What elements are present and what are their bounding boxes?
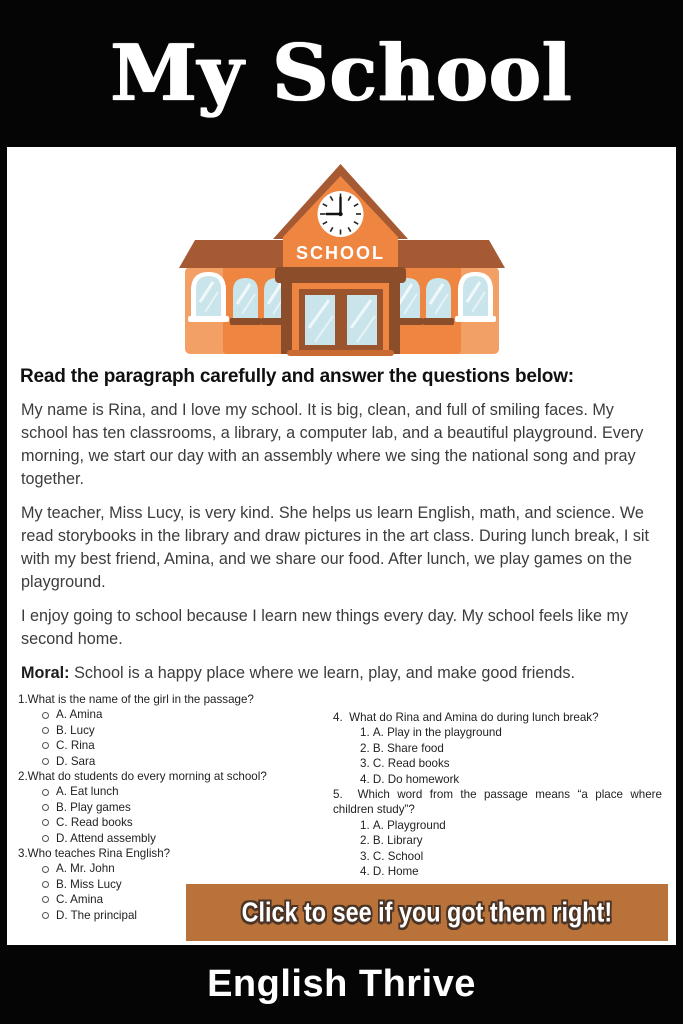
option-bullet-icon	[42, 789, 49, 796]
footer-brand: English Thrive	[207, 963, 476, 1005]
moral-text: School is a happy place where we learn, play, and make good friends.	[74, 664, 575, 682]
school-building-image	[177, 160, 507, 360]
option-bullet-icon	[42, 712, 49, 719]
left-outer-window	[196, 276, 221, 318]
answer-option	[18, 754, 330, 769]
answer-option	[333, 818, 662, 833]
right-outer-window	[463, 276, 488, 318]
option-text: B. Miss Lucy	[56, 877, 122, 891]
option-text: B. Play games	[56, 800, 131, 814]
option-text: C. Amina	[56, 893, 104, 907]
question	[18, 769, 330, 846]
answer-option	[333, 864, 662, 879]
left-outer-window-sill	[188, 316, 229, 322]
answer-option	[333, 772, 662, 787]
double-doors	[299, 289, 383, 352]
question	[333, 710, 662, 787]
answer-option	[333, 725, 662, 740]
right-wing-roof	[385, 240, 505, 268]
moral-line	[21, 664, 662, 683]
answer-option	[18, 738, 330, 753]
option-text: D. Sara	[56, 754, 96, 768]
option-text: B. Share food	[372, 741, 444, 755]
paragraph-3: I enjoy going to school because I learn new things every day. My school feels like my second home.	[21, 607, 629, 648]
option-text: B. Library	[372, 834, 423, 848]
right-inner-window-1	[426, 278, 451, 320]
answer-option	[18, 815, 330, 830]
option-number: 1.	[360, 818, 373, 832]
option-number: 3.	[360, 849, 373, 863]
option-bullet-icon	[42, 819, 49, 826]
option-text: D. Attend assembly	[56, 831, 156, 845]
paper	[7, 147, 676, 945]
option-text: A. Amina	[56, 708, 103, 722]
right-outer-window-sill	[455, 316, 496, 322]
question-text: What do students do every morning at school?	[27, 770, 267, 784]
option-text: C. School	[372, 849, 424, 863]
question-text: Who teaches Rina English?	[27, 847, 171, 861]
option-number: 4.	[360, 772, 373, 786]
left-inner-window-1	[233, 278, 258, 320]
question-text: What do Rina and Amina do during lunch break?	[349, 711, 599, 724]
footer	[0, 945, 683, 1024]
option-text: C. Read books	[56, 816, 133, 830]
option-text: A. Play in the playground	[372, 726, 502, 740]
question-number: 5.	[333, 788, 358, 802]
question-number: 3.	[18, 847, 28, 861]
option-text: C. Rina	[56, 739, 95, 753]
answer-option	[18, 800, 330, 815]
option-number: 2.	[360, 741, 373, 755]
option-text: D. The principal	[56, 908, 137, 922]
school-illustration	[7, 147, 676, 360]
answer-option	[18, 861, 330, 876]
answer-option	[18, 723, 330, 738]
entrance-left-post	[281, 281, 292, 354]
question-text: Which word from the passage means “a place where children study”?	[333, 788, 662, 817]
answer-option	[18, 831, 330, 846]
question-number: 2.	[18, 770, 28, 784]
answer-option	[333, 741, 662, 756]
instruction-heading: Read the paragraph carefully and answer the questions below:	[20, 366, 574, 387]
question	[333, 787, 662, 879]
answer-option	[18, 784, 330, 799]
left-wing-roof	[179, 240, 299, 268]
paragraph-2: My teacher, Miss Lucy, is very kind. She helps us learn English, math, and science. We read storybooks in the library and draw pictures in the art class. During lunch break, I sit with my best friend, Amina, and we share our food. After lunch, we play games on the playground.	[21, 504, 650, 591]
check-answers-button-label: Click to see if you got them right!	[241, 896, 613, 928]
option-text: B. Lucy	[56, 723, 95, 737]
option-bullet-icon	[42, 742, 49, 749]
option-bullet-icon	[42, 758, 49, 765]
option-text: A. Eat lunch	[56, 785, 119, 799]
option-text: D. Home	[372, 865, 419, 879]
question-text: What is the name of the girl in the passage?	[27, 693, 254, 706]
option-bullet-icon	[42, 912, 49, 919]
option-text: A. Mr. John	[56, 862, 115, 876]
option-bullet-icon	[42, 835, 49, 842]
option-number: 1.	[360, 726, 373, 740]
header	[0, 0, 683, 147]
check-answers-button[interactable]	[186, 884, 668, 941]
answer-option	[333, 756, 662, 771]
moral-label: Moral:	[21, 664, 70, 682]
answer-option	[333, 833, 662, 848]
option-bullet-icon	[42, 866, 49, 873]
paragraph-1: My name is Rina, and I love my school. It is big, clean, and full of smiling faces. My school has ten classrooms, a library, a computer lab, and a beautiful playground. Every morning, we start our day with an assembly where we sing the national song and pray together.	[21, 401, 644, 488]
option-bullet-icon	[42, 881, 49, 888]
answer-option	[333, 849, 662, 864]
option-bullet-icon	[42, 896, 49, 903]
entrance-right-post	[389, 281, 400, 354]
page-title: My School	[110, 28, 573, 119]
option-number: 3.	[360, 757, 373, 771]
school-sign-text: SCHOOL	[295, 243, 385, 263]
question-number: 4.	[333, 711, 350, 724]
option-text: A. Playground	[372, 818, 446, 832]
option-text: D. Do homework	[372, 772, 460, 786]
question	[18, 692, 330, 769]
answer-option	[18, 707, 330, 722]
option-bullet-icon	[42, 804, 49, 811]
entrance-base	[287, 350, 394, 356]
option-text: C. Read books	[372, 757, 450, 771]
option-number: 2.	[360, 834, 373, 848]
entrance-header	[275, 267, 406, 283]
clock-icon	[317, 191, 363, 237]
option-bullet-icon	[42, 727, 49, 734]
option-number: 4.	[360, 865, 373, 879]
question-number: 1.	[18, 693, 28, 706]
